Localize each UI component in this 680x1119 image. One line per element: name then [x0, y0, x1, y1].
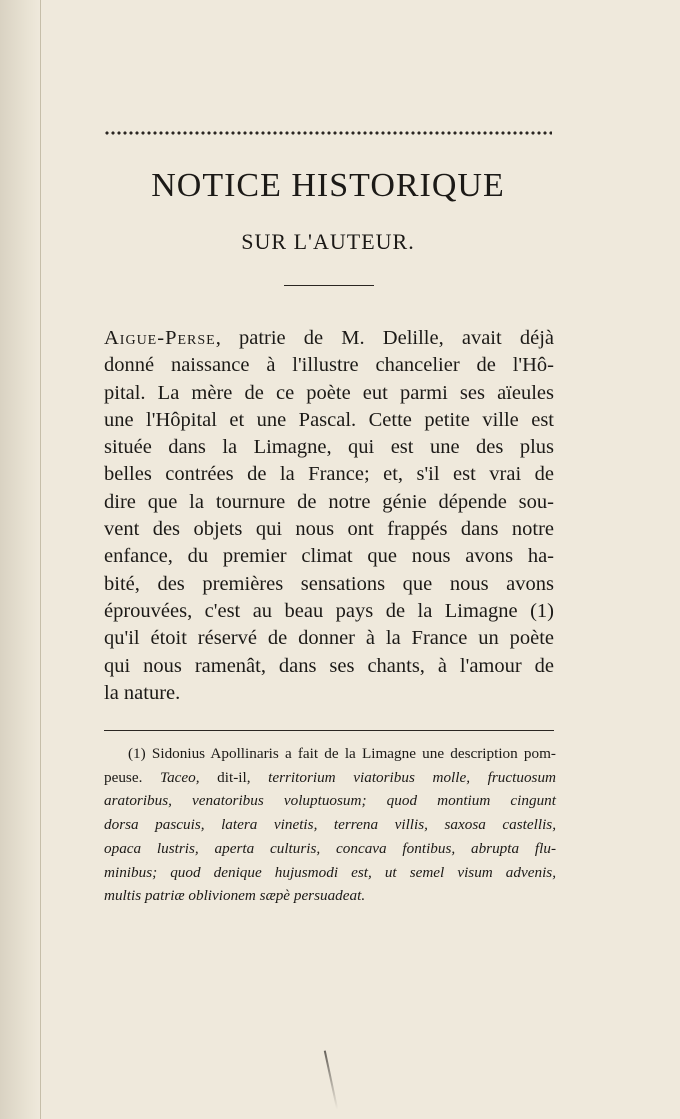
footnote-divider: [104, 730, 554, 731]
page-title: NOTICE HISTORIQUE: [151, 167, 505, 204]
paragraph-line: enfance, du premier climat que nous avons ha-: [104, 545, 554, 568]
paragraph-line: dire que la tournure de notre génie dépende sou-: [104, 490, 554, 513]
footnote: [104, 742, 556, 908]
footnote-line: aratoribus, venatoribus voluptuosum; quod montium cingunt: [104, 792, 556, 810]
footnote-line: dorsa pascuis, latera vinetis, terrena villis, saxosa castellis,: [104, 816, 556, 834]
paragraph-line: qui nous ramenât, dans ses chants, à l'amour de: [104, 654, 554, 677]
binding-gutter: [0, 0, 41, 1119]
paragraph-line: située dans la Limagne, qui est une des plus: [104, 436, 554, 459]
paragraph-line: Aigue-Perse, patrie de M. Delille, avait déjà: [104, 327, 554, 349]
footnote-line: multis patriæ oblivionem sæpè persuadeat.: [104, 887, 366, 905]
footnote-line: opaca lustris, aperta culturis, concava fontibus, abrupta flu-: [104, 839, 556, 857]
paragraph-line: la nature.: [104, 681, 181, 704]
ink-mark: [324, 1050, 338, 1109]
footnote-line: minibus; quod denique hujusmodi est, ut semel visum advenis,: [104, 863, 556, 881]
title-divider: [284, 285, 374, 286]
paragraph-line: une l'Hôpital et une Pascal. Cette petite ville est: [104, 408, 554, 431]
paragraph-line: belles contrées de la France; et, s'il est vrai de: [104, 463, 554, 486]
ornamental-rule: [104, 130, 552, 138]
paragraph-line: éprouvées, c'est au beau pays de la Limagne (1): [104, 599, 554, 622]
footnote-line: peuse. Taceo, dit-il, territorium viatoribus molle, fructuosum: [104, 768, 557, 786]
paragraph-line: qu'il étoit réservé de donner à la France un poète: [104, 627, 554, 650]
footnote-line: (1) Sidonius Apollinaris a fait de la Limagne une description pom-: [128, 745, 556, 762]
lead-word: Aigue-Perse: [104, 327, 216, 349]
paragraph-line: donné naissance à l'illustre chancelier de l'Hô-: [104, 354, 554, 377]
notice-paragraph: [104, 325, 554, 707]
paragraph-line: vent des objets qui nous ont frappés dans notre: [104, 518, 554, 541]
paragraph-line: pital. La mère de ce poète eut parmi ses aïeules: [104, 381, 554, 404]
paragraph-line: bité, des premières sensations que nous avons: [104, 572, 554, 595]
page-subtitle: SUR L'AUTEUR.: [241, 229, 415, 254]
